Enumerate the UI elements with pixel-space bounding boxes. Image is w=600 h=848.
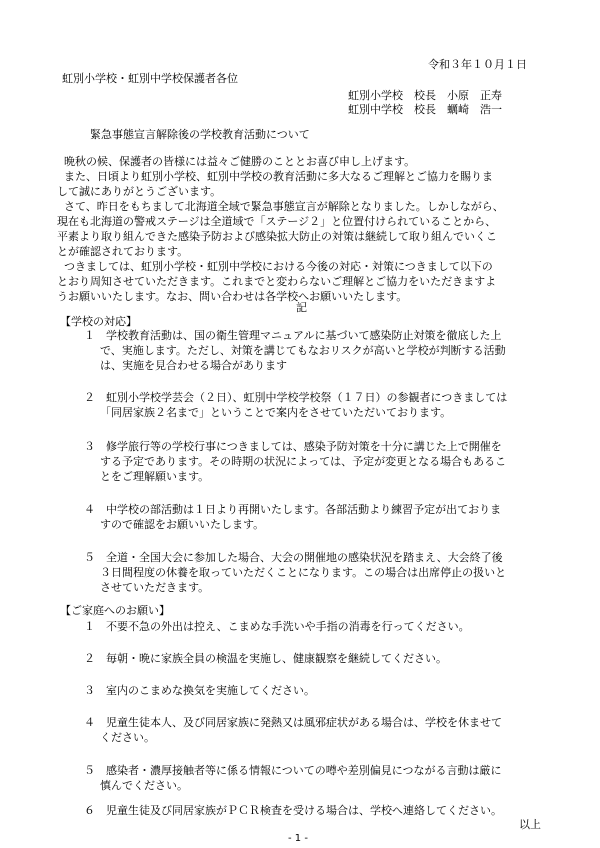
intro-line: とが確認されております。 bbox=[57, 245, 189, 258]
school-item-line: させていただきます。 bbox=[100, 581, 210, 594]
closing-word: 以上 bbox=[519, 818, 541, 831]
home-item-line: ください。 bbox=[100, 731, 155, 744]
school-item-line: は、実施を見合わせる場合があります bbox=[100, 359, 287, 372]
document-title: 緊急事態宣言解除後の学校教育活動について bbox=[90, 128, 310, 141]
home-item-line: ６ 児童生徒及び同居家族がＰＣＲ検査を受ける場合は、学校へ連絡してください。 bbox=[84, 804, 502, 817]
school-item-line: とをご理解願います。 bbox=[100, 470, 210, 483]
school-item-line: する予定であります。その時期の状況によっては、予定が変更となる場合もあるこ bbox=[100, 455, 507, 468]
recipient: 虹別小学校・虹別中学校保護者各位 bbox=[62, 72, 238, 85]
school-item-line: １ 学校教育活動は、国の衛生管理マニュアルに基づいて感染防止対策を徹底した上 bbox=[84, 329, 502, 342]
school-item-line: ５ 全道・全国大会に参加した場合、大会の開催地の感染状況を踏まえ、大会終了後 bbox=[84, 551, 503, 564]
intro-line: 現在も北海道の警戒ステージは全道域で「ステージ２」と位置付けられていることから、 bbox=[57, 215, 497, 228]
school-item-line: ４ 中学校の部活動は１日より再開いたします。各部活動より練習予定が出ておりま bbox=[84, 503, 502, 516]
intro-line: 晩秋の候、保護者の皆様には益々ご健勝のこととお喜び申し上げます。 bbox=[64, 155, 416, 168]
home-item-line: ２ 毎朝・晩に家族全員の検温を実施し、健康観察を継続してください。 bbox=[84, 652, 447, 665]
home-item-line: ３ 室内のこまめな換気を実施してください。 bbox=[84, 684, 315, 697]
home-item-line: １ 不要不急の外出は控え、こまめな手洗いや手指の消毒を行ってください。 bbox=[84, 620, 470, 633]
home-item-line: ４ 児童生徒本人、及び同居家族に発熱又は風邪症状がある場合は、学校を休ませて bbox=[84, 716, 502, 729]
sender-elementary: 虹別小学校 校長 小原 正寿 bbox=[348, 89, 502, 102]
home-heading: 【ご家庭へのお願い】 bbox=[60, 604, 170, 617]
school-item-line: で、実施します。ただし、対策を講じてもなおリスクが高いと学校が判断する活動 bbox=[100, 344, 506, 357]
home-item-line: ５ 感染者・濃厚接触者等に係る情報についての噂や差別偏見につながる言動は厳に bbox=[84, 764, 502, 777]
school-item-line: 「同居家族２名まで」ということで案内をさせていただいております。 bbox=[100, 406, 452, 419]
school-item-line: ３日間程度の休養を取っていただくことになります。この場合は出席停止の扱いと bbox=[100, 566, 507, 579]
page-number: - 1 - bbox=[288, 833, 308, 844]
intro-line: うお願いいたします。なお、問い合わせは各学校へお願いいたします。 bbox=[57, 290, 408, 303]
school-item-line: ２ 虹別小学校学芸会（２日）、虹別中学校学校祭（１７日）の参観者につきましては bbox=[84, 391, 508, 404]
date: 令和３年１０月１日 bbox=[428, 58, 527, 71]
intro-line: 平素より取り組んできた感染予防および感染拡大防止の対策は継続して取り組んでいくこ bbox=[57, 230, 497, 243]
intro-line: とおり周知させていただきます。これまでと変わらないご理解とご協力をいただきますよ bbox=[57, 275, 497, 288]
intro-line: さて、昨日をもちまして北海道全域で緊急事態宣言が解除となりました。しかしながら、 bbox=[64, 200, 504, 213]
school-item-line: ３ 修学旅行等の学校行事につきましては、感染予防対策を十分に講じた上で開催を bbox=[84, 440, 502, 453]
sender-junior-high: 虹別中学校 校長 蠣崎 浩一 bbox=[348, 103, 502, 116]
school-heading: 【学校の対応】 bbox=[60, 315, 137, 328]
intro-line: して誠にありがとうございます。 bbox=[57, 185, 222, 198]
school-item-line: すので確認をお願いいたします。 bbox=[100, 518, 265, 531]
ki-marker: 記 bbox=[296, 301, 307, 314]
home-item-line: 慎んでください。 bbox=[100, 779, 188, 792]
intro-line: また、日頃より虹別小学校、虹別中学校の教育活動に多大なるご理解とご協力を賜りま bbox=[64, 170, 493, 183]
intro-line: つきましては、虹別小学校・虹別中学校における今後の対応・対策につきまして以下の bbox=[64, 260, 493, 273]
